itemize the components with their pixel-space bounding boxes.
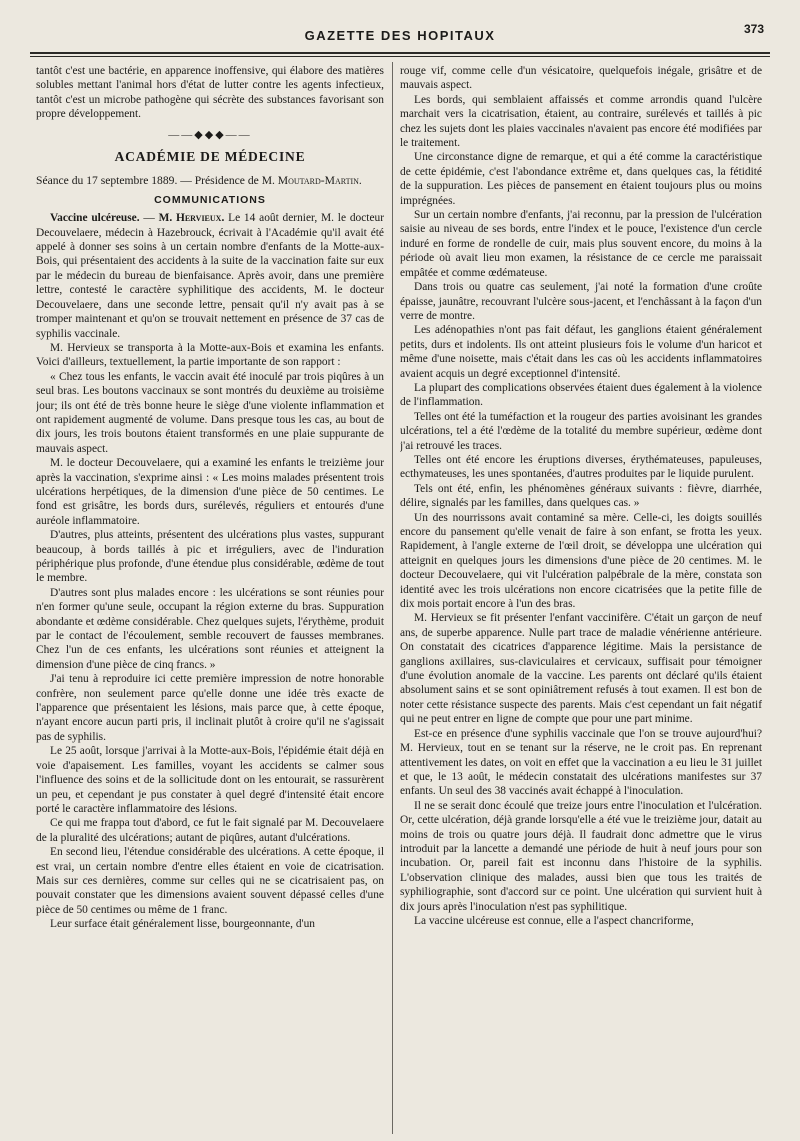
paragraph: Est-ce en présence d'une syphilis vaccinale que l'on se trouve aujourd'hui? M. Hervieux, tout en se tenant sur la réserve, ne le croit pas. En reprenant attentivement les dates, on voit en effet que la vaccination a eu lieu le 31 juillet et que, le 13 août, le médecin constatait des ulcérations manifestes sur 37 enfants. Un seul des 38 vaccinés avait échappé à l'inoculation. — [400, 727, 762, 798]
paragraph: « Chez tous les enfants, le vaccin avait été inoculé par trois piqûres à un seul bras. Les boutons vaccinaux se sont montrés du deuxième au troisième jour; ils ont été de très bonne heure le siège d'une violente inflammation et ont rapidement augmenté de volume. Dans presque tous les cas, au bout de dix jours, les trois boutons étaient transformés en une plaie suppurante de mauvais aspect. — [36, 370, 384, 455]
article-lead-title: Vaccine ulcéreuse. — [50, 212, 140, 225]
session-president: Moutard-Martin. — [277, 174, 362, 188]
session-line — [36, 174, 384, 188]
left-column — [36, 64, 384, 1132]
paragraph: Le 25 août, lorsque j'arrivai à la Motte-aux-Bois, l'épidémie était déjà en voie d'apaisement. Les familles, voyant les accidents se calmer sous l'influence des soins et de la sollicitude dont on les entourait, se rassurèrent un peu, et cependant je pus constater à quel degré d'intensité était encore porté le caractère inflammatoire des lésions. — [36, 745, 384, 815]
paragraph: Telles ont été la tuméfaction et la rougeur des parties avoisinant les grandes ulcérations, tel a été l'œdème de la totalité du membre supérieur, œdème dont j'ai retrouvé les traces. — [400, 410, 762, 452]
paragraph: M. Hervieux se fit présenter l'enfant vaccinifère. C'était un garçon de neuf ans, de superbe apparence. Nulle part trace de maladie vénérienne antérieure. On constatait des cicatrices d'apparence légitime. Mais la persistance de ganglions axillaires, sus-claviculaires et cervicaux, suffisait pour témoigner d'une évolution anomale de la vaccine. Les parents ont déclaré qu'ils étaient absolument sains et se sont opiniâtrement refusés à tout examen. Il est bon de noter cette résistance suspecte des parents. Mais c'est cependant un fait négatif qui ne peut entrer en ligne de compte que pour une part minime. — [400, 612, 762, 726]
paragraph: Sur un certain nombre d'enfants, j'ai reconnu, par la pression de l'ulcération saisie au niveau de ses bords, entre l'index et le pouce, l'existence d'un cercle induré en forme de rondelle de cuir, mais plus souvent encore, du moins à la période où avait lieu mon examen, la résistance de ce cercle me paraissait empâtée et comme œdémateuse. — [400, 209, 762, 279]
paragraph: Les bords, qui semblaient affaissés et comme arrondis quand l'ulcère marchait vers la cicatrisation, étaient, au contraire, surélevés et taillés à pic chez les sujets dont les plaies vaccinales n'avaient pas encore été modifiées par le traitement. — [400, 93, 762, 150]
paragraph: Il ne se serait donc écoulé que treize jours entre l'inoculation et l'ulcération. Or, cette ulcération, déjà grande lorsqu'elle a été vue le treizième jour, datait au moins de trois ou quatre jours déjà. Il faudrait donc admettre que le virus introduit par la lancette a demandé une période de huit à neuf jours pour son incubation. Or, pareil fait est inconnu dans l'histoire de la syphilis. L'observation clinique des malades, aussi bien que tous les traités de syphiliographie, sont d'accord sur ce point. Une ulcération qui survient huit à dix jours après l'inoculation n'est pas syphilitique. — [400, 799, 762, 913]
paragraph: J'ai tenu à reproduire ici cette première impression de notre honorable confrère, non seulement parce qu'elle donne une idée très exacte de l'apparence que présentaient les lésions, mais parce que, à cette époque, n'ayant encore aucun parti pris, il inclinait plutôt à croire qu'il ne s'agissait pas de syphilis. — [36, 673, 384, 743]
column-divider — [392, 62, 393, 1134]
running-title: GAZETTE DES HOPITAUX — [304, 28, 496, 43]
paragraph: Les adénopathies n'ont pas fait défaut, les ganglions étaient généralement petits, durs et indolents. Ils ont atteint plusieurs fois le volume d'un haricot et même d'une noisette, mais c'était dans les cas où les accidents inflammatoires avaient acquis un degré exceptionnel d'intensité. — [400, 324, 762, 380]
lead-separator: — — [139, 212, 159, 225]
page-header — [30, 18, 770, 54]
section-title: ACADÉMIE DE MÉDECINE — [114, 149, 306, 165]
paragraph: M. le docteur Decouvelaere, qui a examiné les enfants le treizième jour après la vaccination, s'exprime ainsi : « Les moins malades présentent trois ulcérations herpétiques, de la dimension d'une pièce de 50 centimes. Le fond est grisâtre, les bords durs, surélevés, réguliers et entourés d'une auréole inflammatoire. — [36, 457, 384, 527]
paragraph: Leur surface était généralement lisse, bourgeonnante, d'un — [50, 918, 315, 931]
right-column — [400, 64, 762, 1132]
paragraph: Tels ont été, enfin, les phénomènes généraux suivants : fièvre, diarrhée, délire, signalés par les familles, dans quelques cas. » — [400, 482, 762, 510]
page-number: 373 — [743, 22, 764, 36]
paragraph: La plupart des complications observées étaient dues également à la violence de l'inflammation. — [400, 381, 762, 409]
paragraph: Telles ont été encore les éruptions diverses, érythémateuses, papuleuses, ecthymateuses, les unes spontanées, d'autres produites par le liquide purulent. — [400, 453, 762, 481]
paragraph: M. Hervieux se transporta à la Motte-aux-Bois et examina les enfants. Voici d'ailleurs, textuellement, la partie importante de son rapport : — [36, 341, 384, 369]
paragraph: En second lieu, l'étendue considérable des ulcérations. A cette époque, il est vrai, un certain nombre d'entre elles étaient en voie de cicatrisation. Mais sur ces dernières, comme sur celles qui ne se cicatrisaient pas, on pouvait constater que les dimensions avaient souvent dépassé celles d'une pièce de 50 centimes ou même de 1 franc. — [36, 846, 384, 916]
header-rule — [30, 56, 770, 57]
paragraph: D'autres sont plus malades encore : les ulcérations se sont réunies pour n'en former qu'une seule, occupant la région externe du bras. Suppuration abondante et œdème considérable. Chez quelques sujets, l'érythème, produit par le contact de l'écoulement, semble recouvert de fausses membranes. Chez l'un de ces enfants, les ulcérations sont réunies et atteignent la dimension d'une pièce de cinq francs. » — [36, 586, 384, 671]
paragraph: tantôt c'est une bactérie, en apparence inoffensive, qui élabore des matières solubles mettant l'animal hors d'état de lutter contre les agents infectieux, tantôt c'est un microbe pathogène qui sécrète des substances favorisant son propre développement. — [36, 65, 384, 121]
session-prefix: Séance du 17 septembre 1889. — Présidence de M. — [36, 174, 278, 188]
paragraph: Ce qui me frappa tout d'abord, ce fut le fait signalé par M. Decouvelaere de la pluralité des ulcérations; autant de piqûres, autant d'ulcérations. — [36, 817, 384, 844]
paragraph: Une circonstance digne de remarque, et qui a été comme la caractéristique de cette épidémie, c'est l'abondance extrême et, dans quelques cas, la fétidité de la suppuration. Les pièces de pansement en étaient toujours plus ou moins imprégnées. — [400, 151, 762, 207]
article-author: M. Hervieux. — [158, 212, 225, 225]
section-ornament: ——◆◆◆—— — [168, 128, 252, 141]
paragraph — [36, 211, 384, 341]
subsection-title: COMMUNICATIONS — [154, 193, 266, 206]
paragraph-text: Le 14 août dernier, M. le docteur Decouvelaere, médecin à Hazebrouck, écrivait à l'Académie qu'il avait été appelé à donner ses soins à un certain nombre d'enfants de la Motte-aux-Bois, qui présentaient des accidents à la suite de la vaccination faite sur eux par le médecin du bureau de bienfaisance. Après avoir, dans une première lettre, contesté le caractère syphilitique des accidents, M. le docteur Decouvelaere, dans une seconde lettre, pensait qu'il n'y avait pas à se tromper maintenant et qu'on se trouvait nettement en présence de 37 cas de syphilis vaccinale. — [36, 212, 384, 340]
paragraph: D'autres, plus atteints, présentent des ulcérations plus vastes, suppurant beaucoup, à bords taillés à pic et irréguliers, avec de l'induration périphérique plus profonde, d'une étendue plus considérable, œdème de tout le membre. — [36, 529, 384, 585]
paragraph: Dans trois ou quatre cas seulement, j'ai noté la formation d'une croûte épaisse, jaunâtre, recouvrant l'ulcère sous-jacent, et l'enchâssant à la façon d'un verre de montre. — [400, 281, 762, 322]
paragraph: Un des nourrissons avait contaminé sa mère. Celle-ci, les doigts souillés encore du pansement qu'elle venait de faire à son enfant, se frotta les yeux. Rapidement, à l'angle externe de l'œil droit, se développa une ulcération qui atteignit en quelques jours les dimensions d'une pièce de 20 centimes. M. le docteur Decouvelaere, qui vit l'ulcération palpébrale de la mère, constata son identité avec les trois ulcérations non encore cicatrisées que la petite fille de dix mois portait encore à l'un des bras. — [400, 511, 762, 611]
paragraph: La vaccine ulcéreuse est connue, elle a l'aspect chancriforme, — [414, 914, 694, 927]
paragraph: rouge vif, comme celle d'un vésicatoire, quelquefois inégale, grisâtre et de mauvais aspect. — [400, 65, 762, 92]
